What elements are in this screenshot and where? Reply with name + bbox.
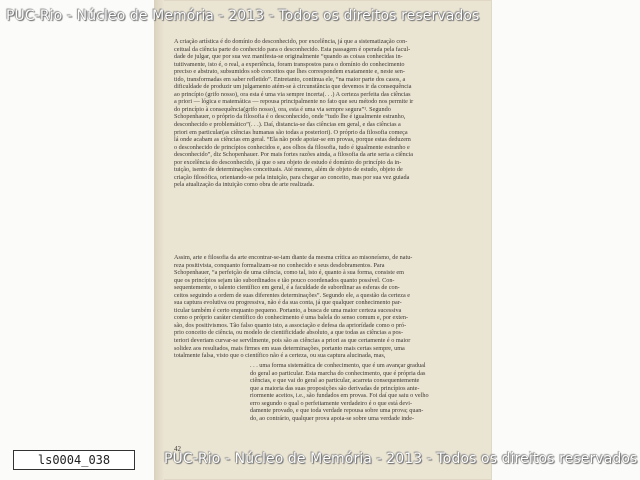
- text-line: tuição, isento de determinações conceituais. Até mesmo, além de objeto de estudo, objeto de: [174, 166, 403, 174]
- text-line: ceitos seguindo a ordem de suas diferentes determinações”. Segundo ele, a questão da certeza e: [174, 291, 411, 299]
- text-line: . . . uma forma sistemática de conhecimento, que é um avançar gradual: [250, 362, 426, 369]
- page-gutter-shadow: [154, 0, 164, 480]
- text-line: criação filosófica, orientando-se pela intuição, para chegar ao conceito, mas por sua vez guiada: [174, 173, 410, 181]
- text-line: teriori deveriam curvar-se servilmente, pois são as ciências a priori as que certamente é o maior: [174, 337, 411, 345]
- text-line: ao princípio (grifo nosso), ora esta é uma via sempre incerta(. . .) A certeza perfeita das ciências: [174, 90, 411, 98]
- text-line: do princípio à consequência(grifo nosso), ora, esta é uma via sempre segura”¹. Segundo: [174, 105, 391, 113]
- text-line: sua captura evolutiva ou progressiva, não é da sua conta, já que qualquer conhecimento par-: [174, 299, 402, 307]
- text-line: prio conceito de ciência, ou modelo de cientificidade absoluto, a que todas as ciências a pos-: [174, 329, 404, 337]
- text-line: que a maioria das suas proposições são derivadas de princípios ante-: [250, 384, 420, 392]
- text-line: Schopenhauer, o próprio da filosofia é o desconhecido, onde “tudo lhe é igualmente estranho,: [174, 113, 406, 121]
- text-line: reza positivista, conquanto formalizam-se no conhecido e seus desdobramentos. Para: [174, 261, 385, 269]
- text-line: por excelência do desconhecido, já que o seu objeto de estudo é domínio do princípio da in-: [174, 158, 402, 166]
- text-line: tuitivamente, isto é, o real, a experiência, foram transpostos para o domínio do conhecimento: [174, 60, 405, 68]
- text-line: sequentemente, o talento científico em geral, é a faculdade de subordinar as esferas de con-: [174, 284, 400, 292]
- text-line: desconhecido”, diz Schopenhauer. Por mais fortes razões ainda, a filosofia da arte seria a ciência: [174, 151, 413, 159]
- text-line: lá onde acabam as ciências em geral. “Ela não pode apoiar-se em provas, porque estas deduzem: [174, 136, 411, 144]
- text-line: erro segundo o qual o perfeitamente verdadeiro é o que está devi-: [250, 399, 413, 407]
- watermark-top: PUC-Rio - Núcleo de Memória - 2013 - Todos os direitos reservados: [6, 8, 480, 24]
- text-line: do, ao contrário, qualquer prova apoia-se sobre uma verdade inde-: [250, 414, 415, 422]
- text-line: desconhecido e problemático”(. . .). Daí, distancia-se das ciências em geral, e das ciências a: [174, 121, 401, 129]
- text-line: priori em particular(as ciências humanas são todas a posteriori). O próprio da filosofia começa: [174, 128, 408, 136]
- text-line: do geral ao particular. Esta marcha do conhecimento, que é própria das: [250, 369, 426, 377]
- text-line: Schopenhauer, “a perfeição de uma ciência, como tal, isto é, quanto à sua forma, consiste em: [174, 269, 404, 277]
- text-line: totalmente falsa, visto que o científico não é a certeza, ou sua captura alucinada, mas,: [174, 352, 386, 360]
- file-id-label: ls0004_038: [13, 450, 135, 470]
- text-line: dade de julgar, que por sua vez manifesta-se originalmente “quando as coisas conhecidas in-: [174, 53, 403, 61]
- text-line: solidez aos resultados, mais firmes em suas determinações, portanto mais certas sempre, uma: [174, 344, 405, 352]
- text-line: riormente aceitos, i.e., são fundados em provas. Foi daí que saiu o velho: [250, 392, 429, 400]
- text-line: como o próprio caráter científico do conhecimento é uma balela do senso comum e, por exten-: [174, 314, 409, 322]
- text-line: ticular também é certo enquanto pequeno. Portanto, a busca de uma maior certeza sucessiva: [174, 306, 402, 314]
- text-line: ciências, e que vai do geral ao particular, acarreta consequentemente: [250, 377, 420, 385]
- page-number: 42: [174, 445, 181, 453]
- text-line: a priori — lógica e matemática — repousa principalmente no fato que seu método nos permite ir: [174, 98, 414, 106]
- text-line: são, dos positivismos. Tão falso quanto isto, a associação e defesa da apriorídade como o pró-: [174, 321, 407, 329]
- watermark-bottom: PUC-Rio - Núcleo de Memória - 2013 - Todos os direitos reservados: [164, 451, 638, 467]
- text-line: A criação artística é do domínio do desconhecido, por excelência, já que a sistematização con-: [174, 38, 408, 45]
- scanned-page: [154, 0, 492, 480]
- text-line: preciso e abstrato, subsumidos sob conceitos que lhes correspondem exatamente e, neste sen-: [174, 68, 405, 76]
- text-line: que os princípios sejam tão subordinados e tão pouco coordenados quanto possível. Con-: [174, 276, 395, 284]
- text-line: ceitual da ciência parte do conhecido para o desconhecido. Esta passagem é operada pela facul-: [174, 45, 411, 53]
- text-line: o desconhecido de princípios conhecidos e, aos olhos da filosofia, tudo é igualmente estranho e: [174, 143, 410, 151]
- block-quotation: [250, 362, 474, 422]
- paragraph-2: [174, 254, 472, 360]
- paragraph-1: [174, 38, 472, 189]
- text-line: dificuldade de produzir um julgamento atém-se à circunstância que devemos ir da consequência: [174, 83, 412, 91]
- text-line: Assim, arte e filosofia da arte encontrar-se-iam diante da mesma crítica ao misoneísmo, de natu-: [174, 254, 413, 261]
- text-line: pela atualização da intuição como obra de arte realizada.: [174, 181, 314, 189]
- text-line: tido, transformadas em saber refletido”. Entretanto, continua ele, “na maior parte dos casos, a: [174, 75, 406, 83]
- text-line: damente provado, e que toda verdade repousa sobre uma prova; quan-: [250, 407, 424, 415]
